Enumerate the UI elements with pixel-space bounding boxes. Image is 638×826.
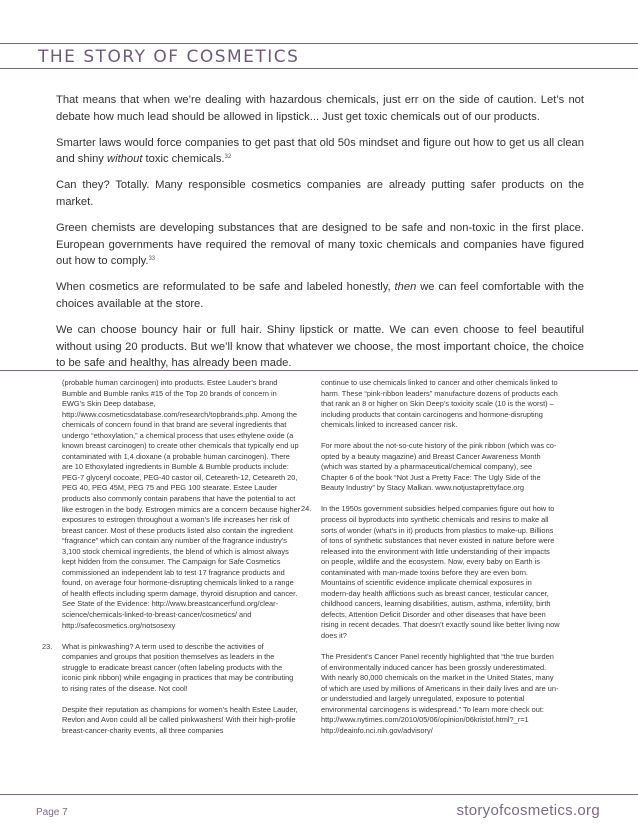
paragraph: Smarter laws would force companies to get past that old 50s mindset and figure out how to get us all clean and shiny without toxic chemicals.$^{32}$ xyxy=(56,136,584,166)
footer-rule xyxy=(0,794,638,795)
footnote-text: For more about the not-so-cute history of the pink ribbon (which was co-opted by a beauty magazine) and Breast Cancer Awareness Month (which was started by a pharmaceutical/chemical company), see Chapter 6 of the book “Not Just a Pretty Face: The Ugly Side of the Beauty Industry” by Stacy Malkan. www.notjustaprettyface.org xyxy=(321,441,557,493)
footnote-ref: 32 xyxy=(224,154,232,161)
footnote-text: What is pinkwashing? A term used to describe the activities of companies and groups that position themselves as leaders in the struggle to eradicate breast cancer (often labeling products with the iconic pink ribbon) while engaging in practices that may be contributing to rising rates of the disease. Not cool! xyxy=(62,641,294,693)
paragraph: When cosmetics are reformulated to be safe and labeled honestly, then we can feel comfortable with the choices available at the store. xyxy=(56,281,584,310)
header-rule xyxy=(0,43,638,44)
website-link[interactable]: storyofcosmetics.org xyxy=(456,802,600,819)
footnote-ref: 33 xyxy=(148,256,156,263)
footnote-text: (probable human carcinogen) into products. Estee Lauder’s brand Bumble and Bumble ranks #15 of the Top 20 brands of concern in EWG’s Skin Deep database, http://www.cosmeticsdatabase.com/research/topbrands.php. Among the chemicals of concern found in that brand are several ingredients that undergo “ethoxylation,” a chemical process that uses ethylene oxide (a known breast carcinogen) to create other chemicals that typically end up contaminated with 1,4 dioxane (a probable human carcinogen). There are 10 Ethoxylated ingredients in Bumble & Bumble products include: PEG-7 glyceryl cocoate, PEG-40 castor oil, Ceteareth-12, Ceteareth 20, PEG 40, PEG 45M, PEG 75 and PEG 100 stearate. Estee Lauder products also commonly contain parabens that have the potential to act like estrogen in the body. Estrogen mimics are a concern because higher exposures to estrogen throughout a woman’s life increases her risk of breast cancer. Most of these products listed also contain the ingredient “fragrance” which can contain any number of the fragrance industry’s 3,100 stock chemical ingredients, the blend of which is almost always kept hidden from the consumer. The Campaign for Safe Cosmetics commissioned an independent lab to test 17 fragrance products and found, on average four hormone-disrupting chemicals linked to a range of health effects including sperm damage, thyroid disruption and cancer. See State of the Evidence: http://www.breastcancerfund.org/clear-science/chemicals-linked-to-breast-cancer/cosmetics/ and http://safecosmetics.org/notsosexy xyxy=(62,378,301,630)
footnote-rule xyxy=(0,370,638,371)
page-title: THE STORY OF COSMETICS xyxy=(38,47,300,67)
title-rule xyxy=(0,68,638,69)
footnote-24 xyxy=(301,504,560,746)
page-number: Page 7 xyxy=(36,807,68,818)
footnotes-left-column xyxy=(42,378,301,747)
footnote-number: 23. xyxy=(42,641,53,651)
footnote-number: 24. xyxy=(301,504,312,514)
paragraph: That means that when we’re dealing with hazardous chemicals, just err on the side of caution. Let’s not debate how much lead should be allowed in lipstick... Just get toxic chemicals out of our products. xyxy=(56,94,584,123)
footnote-text: Despite their reputation as champions for women’s health Estee Lauder, Revlon and Avon could all be called pinkwashers! With their high-profile breast-cancer-charity events, all three companies xyxy=(62,704,298,735)
footnote-23 xyxy=(42,642,301,747)
main-text xyxy=(56,92,584,381)
footnotes-right-column xyxy=(301,378,560,747)
paragraph: Green chemists are developing substances that are designed to be safe and non-toxic in the first place. European governments have required the removal of many toxic chemicals and companies have figured out how to comply.$^{33}$ xyxy=(56,221,584,268)
footnote-text: The President’s Cancer Panel recently highlighted that “the true burden of environmentally induced cancer has been grossly underestimated. With nearly 80,000 chemicals on the market in the United States, many of which are used by millions of Americans in their daily lives and are un- or understudied and largely unregulated, exposure to potential environmental carcinogens is widespread.” To learn more check out: http://www.nytimes.com/2010/05/06/opinion/06kristof.html?_r=1 http://deainfo.nci.nih.gov/advisory/ xyxy=(321,652,559,735)
footnote-text: continue to use chemicals linked to cancer and other chemicals linked to harm. These “pink-ribbon leaders” manufacture dozens of products each that rank an 8 or higher on Skin Deep’s toxicity scale (10 is the worst) – including products that contain carcinogens and hormone-disrupting chemicals linked to increased cancer risk. xyxy=(321,378,558,430)
footnote-text: In the 1950s government subsidies helped companies figure out how to process oil byproducts into synthetic chemicals and resins to make all sorts of wonder (what’s in it) products from plastics to make-up. Billions of tons of synthetic substances that never existed in nature before were released into the environment with little understanding of their impacts on people, wildlife and the ecosystem. Now, every baby on Earth is contaminated with man-made toxins before they are even born. Mountains of scientific evidence implicate chemical exposures in modern-day health afflictions such as breast cancer, testicular cancer, childhood cancers, learning disabilities, autism, asthma, infertility, birth defects, Attention Deficit Disorder and other diseases that have been rising in recent decades. That doesn’t exactly sound like better living now does it? xyxy=(321,504,560,641)
paragraph: Can they? Totally. Many responsible cosmetics companies are already putting safer products on the market. xyxy=(56,179,584,208)
paragraph: We can choose bouncy hair or full hair. Shiny lipstick or matte. We can even choose to feel beautiful without using 20 products. But we’ll know that whatever we choose, the most important choice, the choice to be safe and healthy, has already been made. xyxy=(56,323,584,370)
